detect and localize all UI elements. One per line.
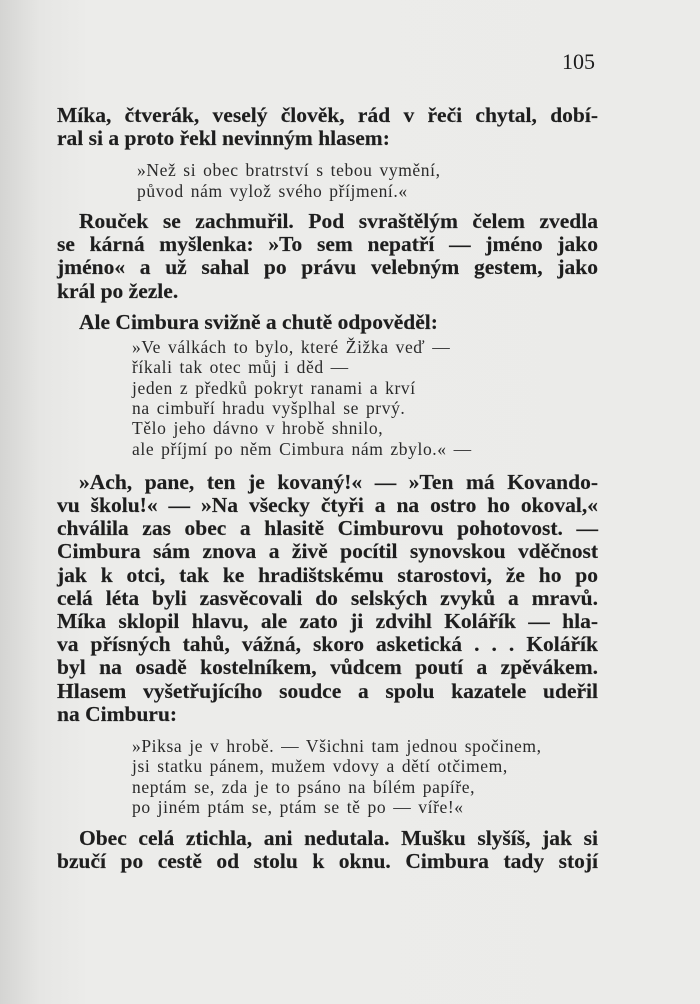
verse	[132, 736, 598, 817]
text-line: bzučí po cestě od stolu k oknu. Cimbura tady stojí	[57, 849, 598, 874]
paragraph	[57, 311, 598, 334]
verse-line: Tělo jeho dávno v hrobě shnilo,	[132, 418, 384, 439]
text-line: Obec celá ztichla, ani nedutala. Mušku slyšíš, jak si	[79, 826, 598, 851]
page-text	[57, 104, 598, 874]
text-line: ral si a proto řekl nevinným hlasem:	[57, 126, 390, 151]
verse-line: neptám se, zda je to psáno na bílém papíře,	[132, 776, 476, 797]
paragraph	[57, 827, 598, 873]
text-line: se kárná myšlenka: »To sem nepatří — jméno jako	[57, 232, 598, 257]
text-line: král po žezle.	[57, 278, 179, 303]
verse	[137, 160, 598, 201]
paragraph	[57, 210, 598, 303]
verse-line: po jiném ptám se, ptám se tě po — víře!«	[132, 796, 464, 817]
verse-line: »Piksa je v hrobě. — Všichni tam jednou spočinem,	[132, 736, 542, 757]
text-line: Hlasem vyšetřujícího soudce a spolu kazatele udeřil	[57, 678, 598, 703]
verse-line: ale příjmí po něm Cimbura nám zbylo.« —	[132, 438, 472, 459]
page-number: 105	[562, 49, 595, 74]
paragraph	[57, 104, 598, 150]
verse-line: jeden z předků pokryt ranami a krví	[132, 377, 416, 398]
verse-line: na cimbuří hradu vyšplhal se prvý.	[132, 397, 406, 418]
paragraph	[57, 471, 598, 726]
text-line: jméno« a už sahal po právu velebným gestem, jako	[57, 255, 598, 280]
text-line: Míka, čtverák, veselý člověk, rád v řeči chytal, dobí-	[57, 103, 598, 127]
text-line: Rouček se zachmuřil. Pod svraštělým čelem zvedla	[79, 209, 598, 233]
verse-line: jsi statku pánem, mužem vdovy a dětí otčimem,	[132, 756, 508, 777]
text-line: Ale Cimbura svižně a chutě odpověděl:	[79, 309, 438, 334]
verse-line: původ nám vylož svého příjmení.«	[137, 180, 408, 201]
verse-line: »Ve válkách to bylo, které Žižka veď —	[132, 337, 451, 358]
verse-line: »Než si obec bratrství s tebou vymění,	[137, 160, 441, 181]
text-line: celá léta byli zasvěcovali do selských zvyků a mravů.	[57, 585, 598, 610]
text-line: chválila zas obec a hlasitě Cimburovu pohotovost. —	[57, 516, 598, 541]
text-line: Míka sklopil hlavu, ale zato ji zdvihl Kolářík — hla-	[57, 609, 598, 634]
verse-line: říkali tak otec můj i děd —	[132, 357, 349, 378]
text-line: Cimbura sám znova a živě pocítil synovskou vděčnost	[57, 539, 598, 564]
text-line: vu školu!« — »Na všecky čtyři a na ostro ho okoval,«	[57, 493, 598, 517]
text-line: jak k otci, tak ke hradištskému starostovi, že ho po	[57, 562, 598, 587]
text-line: »Ach, pane, ten je kovaný!« — »Ten má Kovando-	[79, 469, 598, 494]
verse	[132, 337, 598, 459]
text-line: byl na osadě kostelníkem, vůdcem poutí a zpěvákem.	[57, 655, 598, 680]
text-line: va přísných tahů, vážná, skoro asketická . . . Kolářík	[57, 632, 598, 657]
text-line: na Cimburu:	[57, 701, 178, 726]
